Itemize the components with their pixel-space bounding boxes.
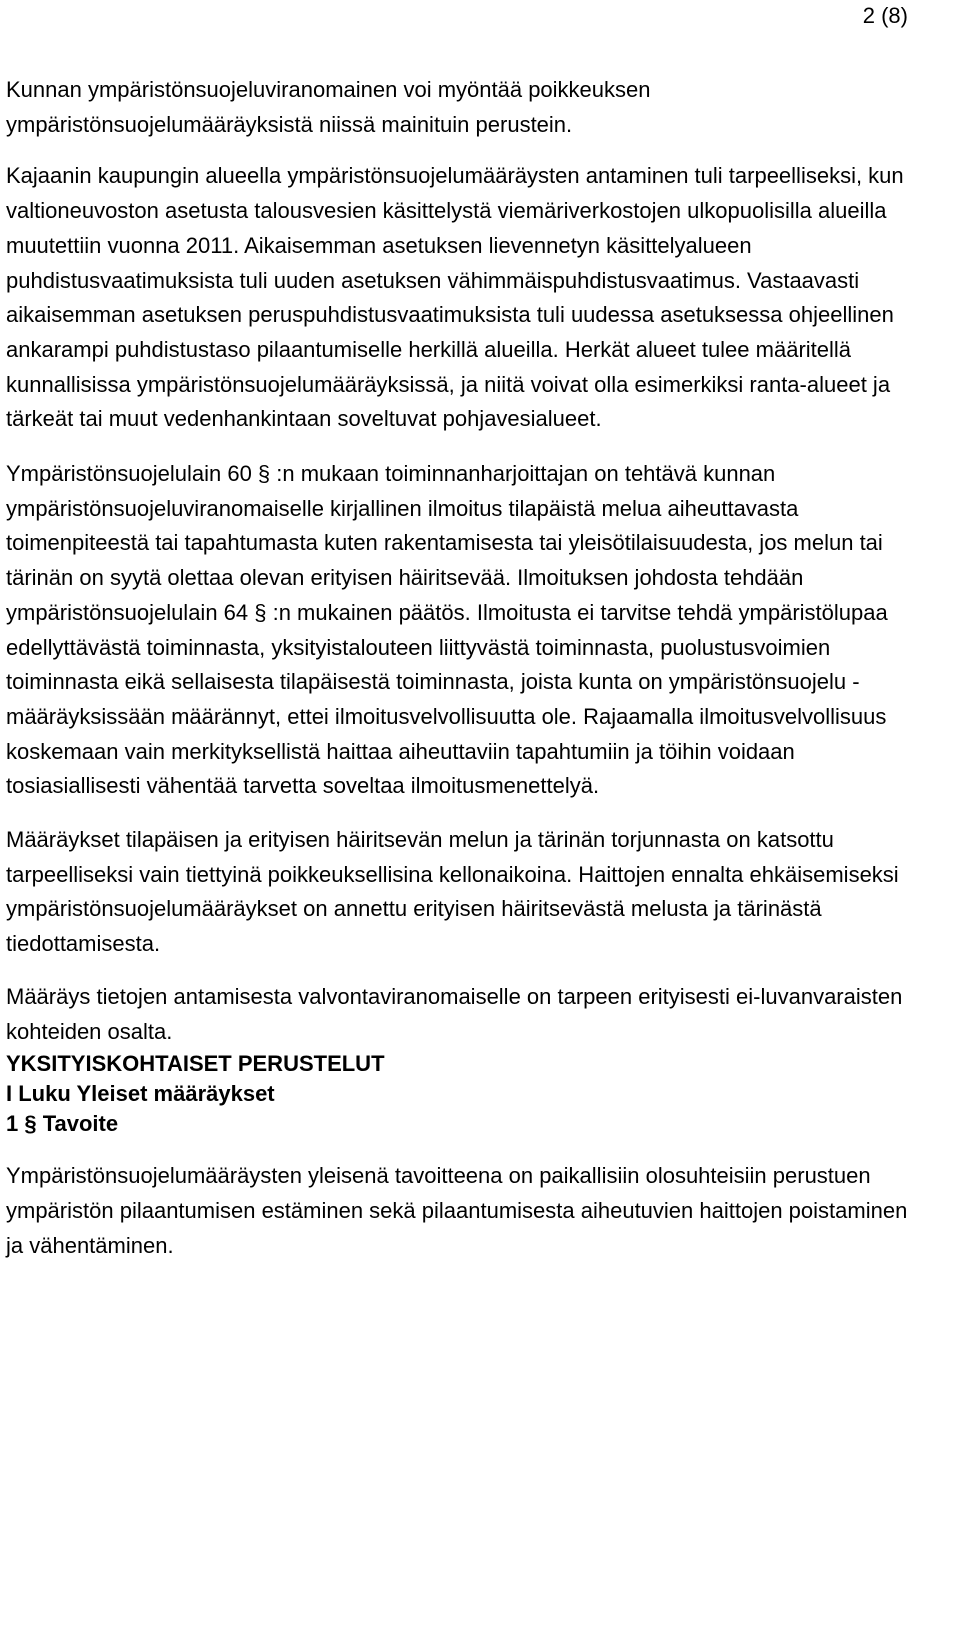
paragraph: Määräys tietojen antamisesta valvontaviranomaiselle on tarpeen erityisesti ei-luvanvaraisten kohteiden osalta. xyxy=(6,983,903,1044)
paragraph: Ympäristönsuojelulain 60 § :n mukaan toiminnanharjoittajan on tehtävä kunnan ympäristönsuojeluviranomaiselle kirjallinen ilmoitus tilapäistä melua aiheuttavasta toimenpiteestä tai tapahtumasta kuten rakentamisesta tai yleisötilaisuudesta, jos melun tai tärinän on syytä olettaa olevan erityisen häiritsevää. Ilmoituksen johdosta tehdään ympäristönsuojelulain 64 § :n mukainen päätös. Ilmoitusta ei tarvitse tehdä ympäristölupaa edellyttävästä toiminnasta, yksityistalouteen liittyvästä toiminnasta, puolustusvoimien toiminnasta eikä sellaisesta tilapäisestä toiminnasta, joista kunta on ympäristönsuojelu -määräyksissään määrännyt, ettei ilmoitusvelvollisuutta ole. Rajaamalla ilmoitusvelvollisuus koskemaan vain merkityksellistä haittaa aiheuttaviin tapahtumiin ja töihin voidaan tosiasiallisesti vähentää tarvetta soveltaa ilmoitusmenettelyä. xyxy=(6,461,888,799)
section-title: 1 § Tavoite xyxy=(6,1111,119,1137)
chapter-heading: I Luku Yleiset määräykset xyxy=(6,1081,275,1107)
paragraph: Kajaanin kaupungin alueella ympäristönsuojelumääräysten antaminen tuli tarpeelliseksi, kun valtioneuvoston asetusta talousvesien käsittelystä viemäriverkostojen ulkopuolisilla alueilla muutettiin vuonna 2011. Aikaisemman asetuksen lievennetyn käsittelyalueen puhdistusvaatimuksista tuli uuden asetuksen vähimmäispuhdistusvaatimus. Vastaavasti aikaisemman asetuksen peruspuhdistusvaatimuksista tuli uudessa asetuksessa ohjeellinen ankarampi puhdistustaso pilaantumiselle herkillä alueilla. Herkät alueet tulee määritellä kunnallisissa ympäristönsuojelumääräyksissä, ja niitä voivat olla esimerkiksi ranta-alueet ja tärkeät tai muut vedenhankintaan soveltuvat pohjavesialueet. xyxy=(6,163,904,432)
section-heading: YKSITYISKOHTAISET PERUSTELUT xyxy=(6,1051,385,1077)
paragraph: Määräykset tilapäisen ja erityisen häiritsevän melun ja tärinän torjunnasta on katsottu tarpeelliseksi vain tiettyinä poikkeuksellisina kellonaikoina. Haittojen ennalta ehkäisemiseksi ympäristönsuojelumääräykset on annettu erityisen häiritsevästä melusta ja tärinästä tiedottamisesta. xyxy=(6,827,899,957)
document-body xyxy=(6,73,926,1263)
paragraph: Ympäristönsuojelumääräysten yleisenä tavoitteena on paikallisiin olosuhteisiin perustuen ympäristön pilaantumisen estäminen sekä pilaantumisesta aiheutuvien haittojen poistaminen ja vähentäminen. xyxy=(6,1163,908,1258)
page-number: 2 (8) xyxy=(862,3,908,28)
paragraph: Kunnan ympäristönsuojeluviranomainen voi myöntää poikkeuksen ympäristönsuojelumääräyksistä niissä mainituin perustein. xyxy=(6,77,651,137)
